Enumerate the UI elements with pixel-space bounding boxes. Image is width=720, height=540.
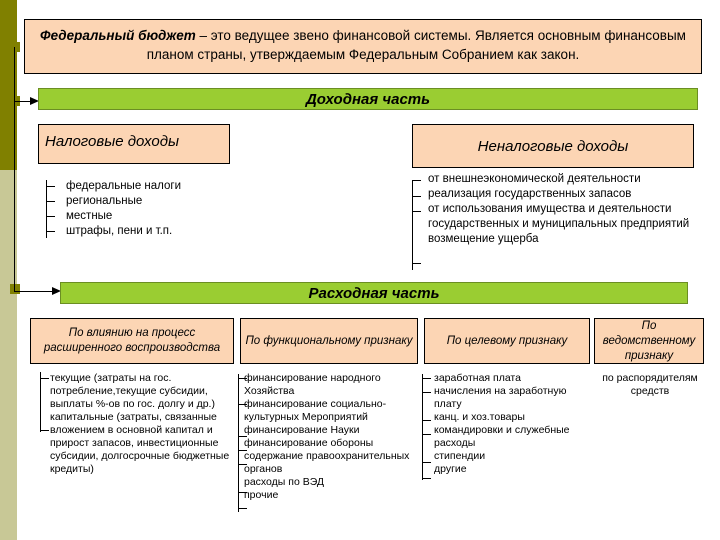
tax-income-list <box>66 179 181 239</box>
list-item: содержание правоохранительных органов <box>244 450 410 475</box>
tax-income-box <box>38 124 230 164</box>
expense-criterion-box-3 <box>424 318 590 364</box>
expense-criterion-title: По ведомственному признаку <box>602 319 696 362</box>
nontax-income-title: Неналоговые доходы <box>477 137 629 155</box>
list-item: реализация государственных запасов <box>428 188 632 200</box>
list-item: финансирование народного Хозяйства <box>244 372 381 397</box>
bullet-square-marker <box>10 284 20 294</box>
list-item: штрафы, пени и т.п. <box>66 225 173 237</box>
list-item: командировки и служебные расходы <box>434 424 570 449</box>
expense-title: Расходная часть <box>308 284 440 302</box>
expense-criterion-box-1 <box>30 318 234 364</box>
list-item: стипендии <box>434 450 486 462</box>
list-item: капитальные (затраты, связанные вложением в основной капитал и прирост запасов, инвестиционные субсидии, долгосрочные бюджетные кредиты) <box>50 411 230 475</box>
list-bracket <box>422 374 423 480</box>
list-bracket <box>40 372 41 432</box>
nontax-income-list <box>428 172 696 247</box>
expense-criterion-box-4 <box>594 318 704 364</box>
list-item: возмещение ущерба <box>428 233 539 245</box>
expense-criterion-title: По функциональному признаку <box>245 334 413 347</box>
expense-list-3 <box>434 372 590 476</box>
list-item: прочие <box>244 489 279 501</box>
income-section-header <box>38 88 698 110</box>
list-bracket <box>412 180 413 270</box>
expense-list-1 <box>50 372 234 476</box>
list-item: заработная плата <box>434 372 521 384</box>
list-item: местные <box>66 210 113 222</box>
list-item: канц. и хоз.товары <box>434 411 525 423</box>
expense-criterion-title: По влиянию на процесс расширенного воспроизводства <box>43 327 221 354</box>
list-item: финансирование обороны <box>244 437 374 449</box>
expense-criterion-box-2 <box>240 318 418 364</box>
list-item: финансирование Науки <box>244 424 360 436</box>
list-item: от внешнеэкономической деятельности <box>428 173 641 185</box>
list-item: начисления на заработную плату <box>434 385 567 410</box>
list-item: финансирование социально-культурных Мероприятий <box>244 398 387 423</box>
income-title: Доходная часть <box>305 90 431 108</box>
list-item: региональные <box>66 195 143 207</box>
expense-criterion-title: По целевому признаку <box>446 334 568 347</box>
bullet-square-marker <box>10 42 20 52</box>
connector-line <box>14 47 15 291</box>
list-item: от использования имущества и деятельности государственных и муниципальных предприятий <box>428 203 690 230</box>
definition-text: – это ведущее звено финансовой системы. Является основным финансовым планом страны, утверждаемым Федеральным Собранием как закон. <box>146 28 686 62</box>
list-item: федеральные налоги <box>66 180 182 192</box>
definition-term: Федеральный бюджет <box>40 28 196 43</box>
expense-list-2 <box>244 372 416 502</box>
list-bracket <box>46 180 47 238</box>
definition-box <box>24 19 702 74</box>
list-item: текущие (затраты на гос. потребление,текущие субсидии, выплаты %-ов по гос. долгу и др.) <box>50 372 215 410</box>
list-item: другие <box>434 463 467 475</box>
expense-list-4: по распорядителям средств <box>602 372 698 397</box>
tax-income-title: Налоговые доходы <box>45 133 180 150</box>
expense-section-header <box>60 282 688 304</box>
nontax-income-box <box>412 124 694 168</box>
list-item: расходы по ВЭД <box>244 476 325 488</box>
